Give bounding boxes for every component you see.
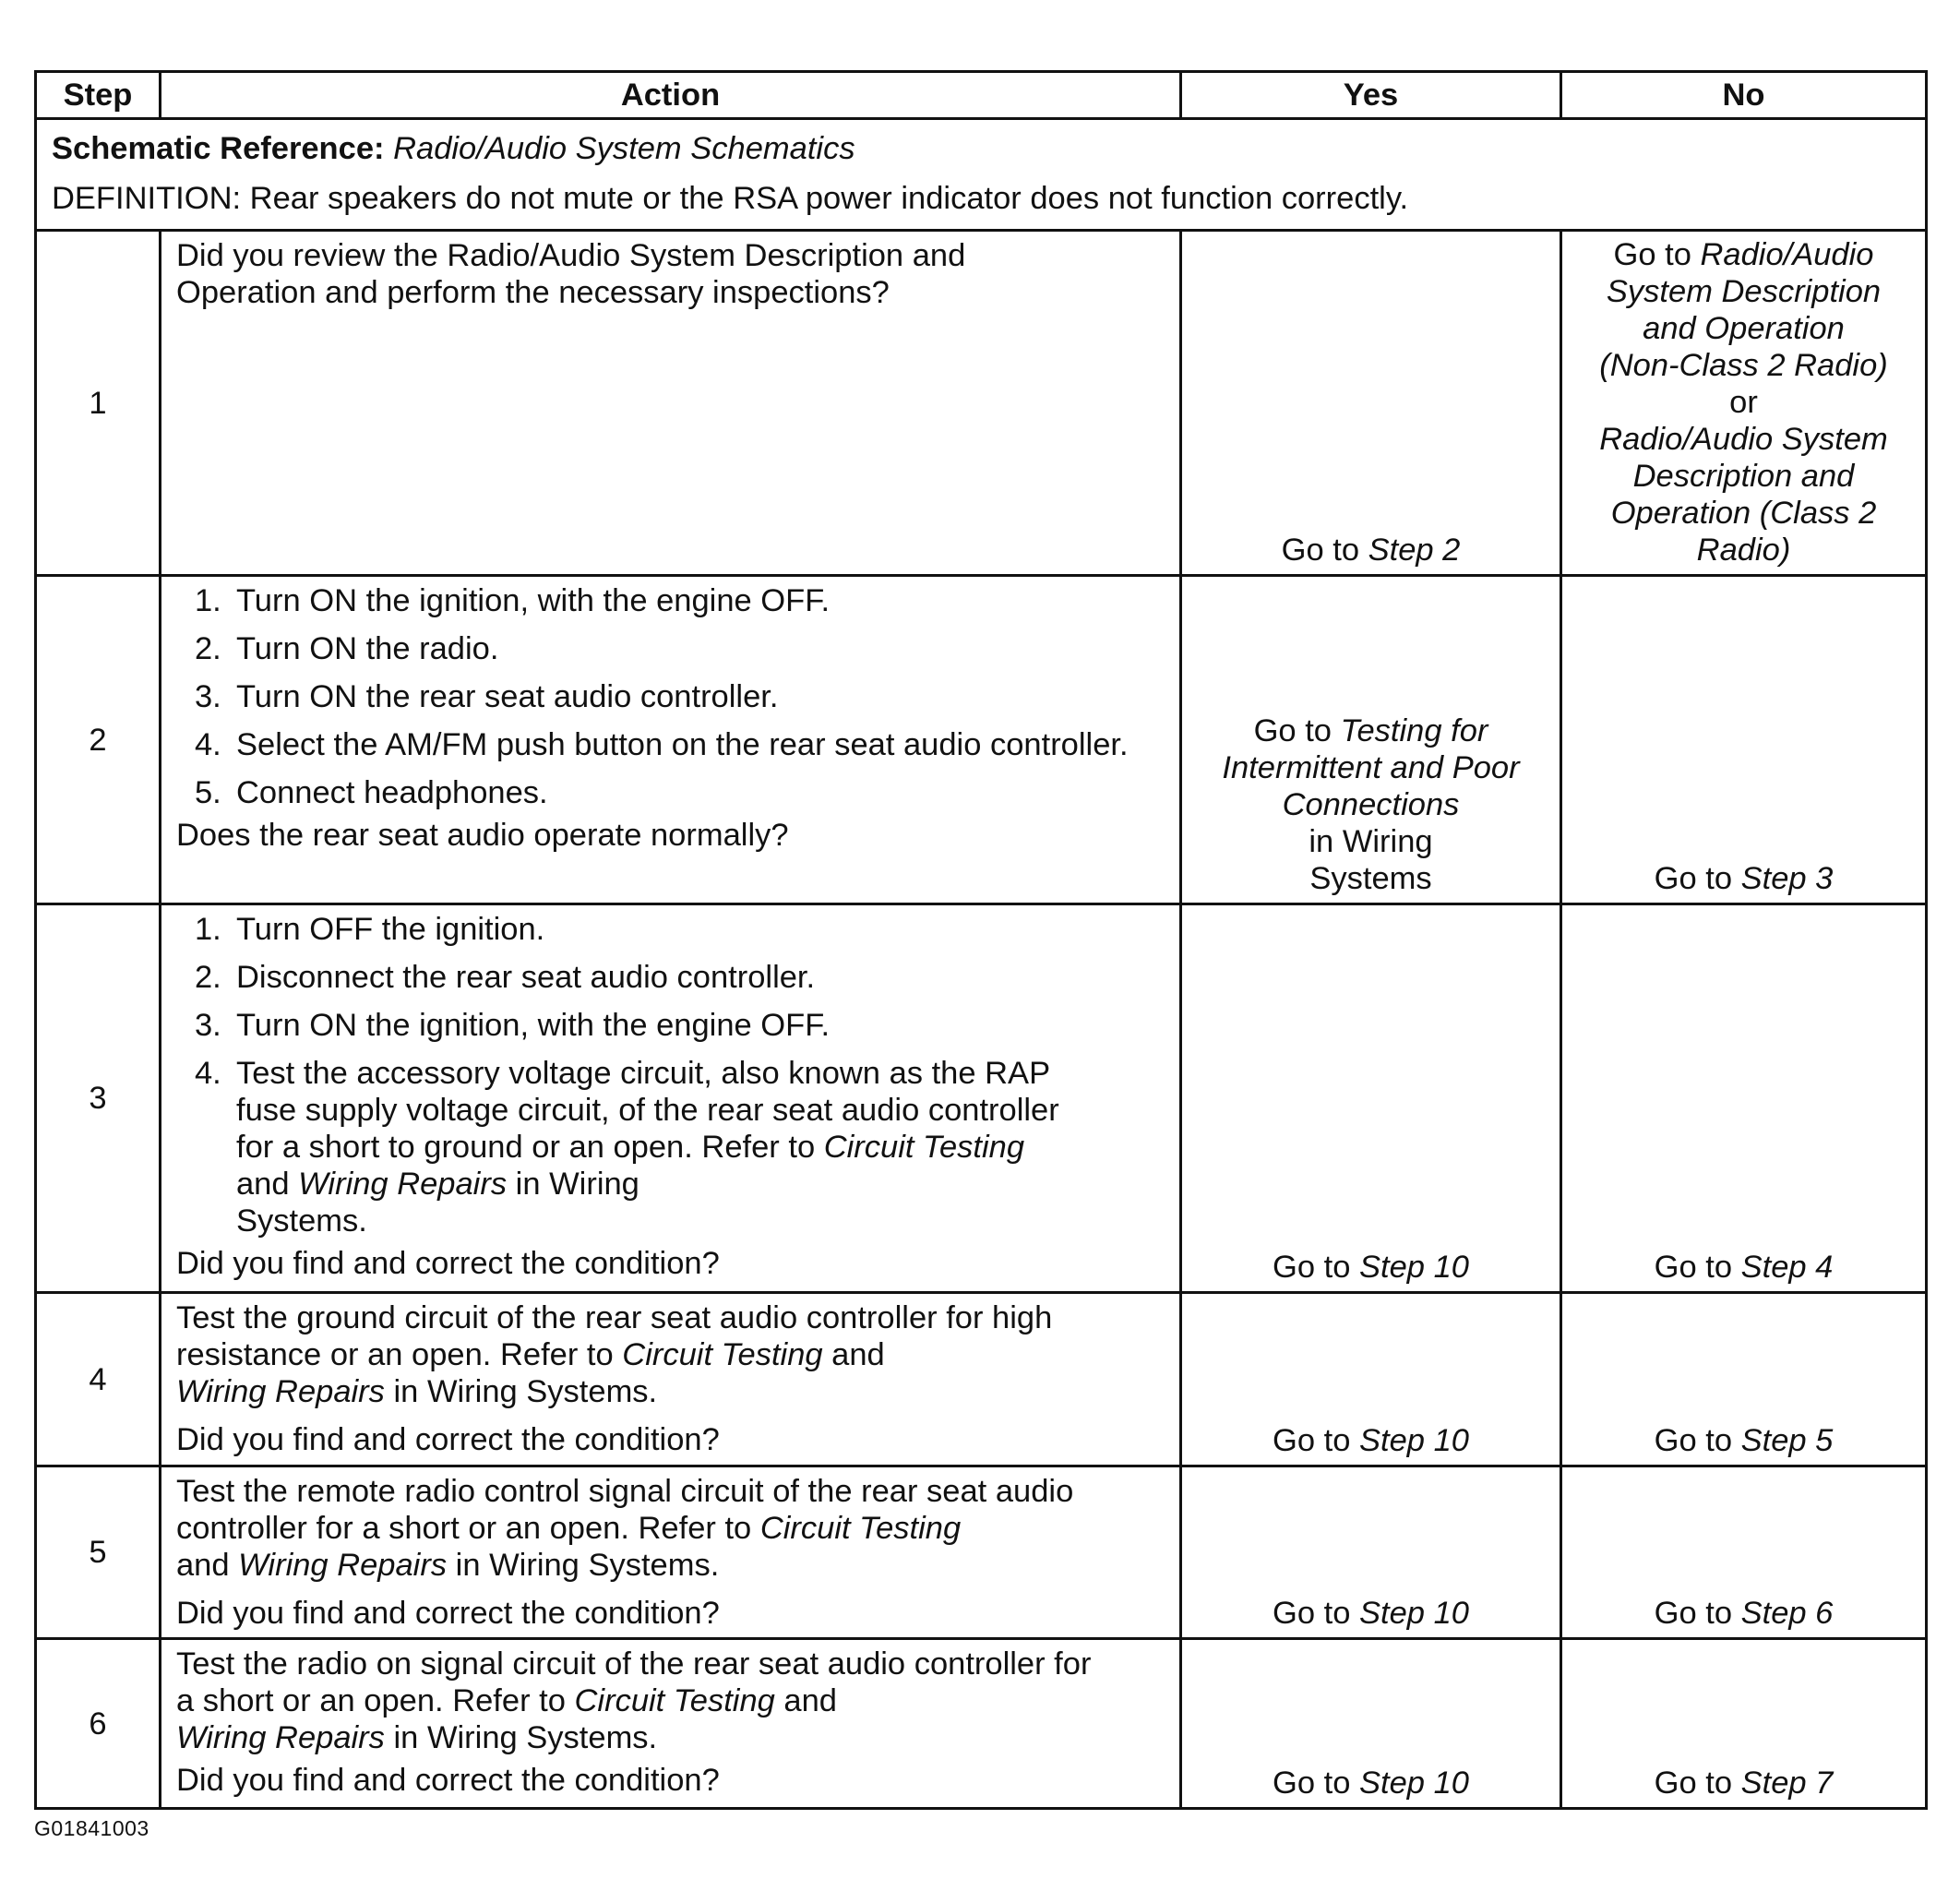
no-link[interactable]: Step 3 [1740, 861, 1834, 896]
definition-text: DEFINITION: Rear speakers do not mute or the RSA power indicator does not function correctly. [52, 181, 1409, 216]
yes-suffix: Systems [1309, 861, 1432, 896]
no-cell: Go to Step 6 [1561, 1466, 1927, 1639]
header-no: No [1561, 72, 1927, 119]
step-row-3 [36, 904, 1927, 1293]
question-text: Did you find and correct the condition? [176, 1596, 720, 1631]
yes-cell: Go to Testing for Intermittent and Poor Connections in Wiring Systems [1181, 576, 1561, 904]
step-number: 2 [36, 576, 161, 904]
yes-link[interactable]: Step 10 [1359, 1765, 1469, 1801]
yes-cell [1181, 231, 1561, 576]
list-item: 4. Select the AM/FM push button on the rear seat audio controller. [195, 727, 1129, 762]
yes-link[interactable]: Step 10 [1359, 1596, 1469, 1631]
no-link[interactable]: (Non-Class 2 Radio) [1599, 348, 1888, 383]
yes-cell: Go to Step 10 [1181, 1639, 1561, 1809]
reference-cell [36, 119, 1927, 231]
wiring-repairs-link[interactable]: Wiring Repairs [298, 1167, 508, 1202]
diagnostic-table [34, 70, 1928, 1810]
no-cell: Go to Step 5 [1561, 1293, 1927, 1466]
schematic-reference-link[interactable]: Radio/Audio System Schematics [393, 131, 855, 166]
figure-code: G01841003 [34, 1816, 149, 1840]
list-item: 2. Turn ON the radio. [195, 631, 499, 666]
no-link[interactable]: and Operation [1643, 311, 1845, 346]
list-item: 2. Disconnect the rear seat audio controller. [195, 960, 816, 995]
no-link[interactable]: Step 7 [1740, 1765, 1834, 1801]
step-number: 6 [36, 1639, 161, 1809]
instruction-list [176, 582, 1165, 811]
header-step: Step [36, 72, 161, 119]
header-row [36, 72, 1927, 119]
wiring-repairs-link[interactable]: Wiring Repairs [176, 1720, 385, 1755]
list-item: 1. Turn OFF the ignition. [195, 912, 545, 947]
yes-link[interactable]: Intermittent and Poor [1222, 750, 1520, 785]
or-text: or [1729, 385, 1758, 420]
list-item: 5. Connect headphones. [195, 775, 548, 810]
yes-prefix: Go to [1281, 533, 1368, 568]
yes-link[interactable]: Step 10 [1359, 1250, 1469, 1285]
no-cell: Go to Step 7 [1561, 1639, 1927, 1809]
list-item: 4. Test the accessory voltage circuit, also known as the RAP fuse supply voltage circuit, of the rear seat audio controller for a short to ground or an open. Refer to Circuit Testing and Wiring Repairs in Wiring Systems. [195, 1056, 1059, 1239]
schematic-reference [52, 124, 1910, 174]
action-cell [161, 231, 1181, 576]
action-cell: Test the radio on signal circuit of the rear seat audio controller for a short or an open. Refer to Circuit Testing and Wiring Repairs in Wiring Systems. Did you find and correct the condition? [161, 1639, 1181, 1809]
action-text: Operation and perform the necessary inspections? [176, 275, 890, 310]
action-cell [161, 576, 1181, 904]
yes-cell: Go to Step 10 [1181, 904, 1561, 1293]
yes-suffix: in Wiring [1309, 824, 1433, 859]
step-number: 4 [36, 1293, 161, 1466]
circuit-testing-link[interactable]: Circuit Testing [823, 1130, 1025, 1165]
action-text: Did you review the Radio/Audio System Description and [176, 238, 966, 273]
list-item: 3. Turn ON the rear seat audio controller. [195, 679, 779, 714]
action-cell: Test the remote radio control signal circuit of the rear seat audio controller for a short or an open. Refer to Circuit Testing and Wiring Repairs in Wiring Systems. Did you find and correct the condition? [161, 1466, 1181, 1639]
reference-row [36, 119, 1927, 231]
yes-cell: Go to Step 10 [1181, 1466, 1561, 1639]
step-number: 1 [36, 231, 161, 576]
question-text: Did you find and correct the condition? [176, 1422, 720, 1457]
question-text: Did you find and correct the condition? [176, 1246, 720, 1281]
no-text [1572, 236, 1916, 273]
circuit-testing-link[interactable]: Circuit Testing [574, 1683, 775, 1718]
no-link[interactable]: Radio) [1696, 533, 1791, 568]
action-cell [161, 904, 1181, 1293]
no-link[interactable]: Step 5 [1740, 1423, 1834, 1458]
wiring-repairs-link[interactable]: Wiring Repairs [238, 1548, 448, 1583]
circuit-testing-link[interactable]: Circuit Testing [759, 1511, 962, 1546]
no-link[interactable]: Step 6 [1740, 1596, 1834, 1631]
wiring-repairs-link[interactable]: Wiring Repairs [176, 1374, 385, 1409]
circuit-testing-link[interactable]: Circuit Testing [622, 1337, 823, 1372]
no-cell: Go to Step 3 [1561, 576, 1927, 904]
list-item: 3. Turn ON the ignition, with the engine OFF. [195, 1008, 831, 1043]
step-number: 5 [36, 1466, 161, 1639]
yes-link[interactable]: Testing for [1340, 713, 1488, 748]
yes-link[interactable]: Step 10 [1359, 1423, 1469, 1458]
schematic-reference-label: Schematic Reference: [52, 131, 385, 166]
no-link[interactable]: Radio/Audio [1700, 237, 1874, 272]
yes-link[interactable]: Connections [1282, 787, 1460, 822]
step-row-4 [36, 1293, 1927, 1466]
header-yes: Yes [1181, 72, 1561, 119]
header-action: Action [161, 72, 1181, 119]
no-link[interactable]: Operation (Class 2 [1610, 496, 1877, 531]
list-item: 1. Turn ON the ignition, with the engine OFF. [195, 583, 831, 618]
yes-cell: Go to Step 10 [1181, 1293, 1561, 1466]
action-cell: Test the ground circuit of the rear seat audio controller for high resistance or an open. Refer to Circuit Testing and Wiring Repairs in Wiring Systems. Did you find and correct the condition? [161, 1293, 1181, 1466]
no-link[interactable]: Step 4 [1740, 1250, 1834, 1285]
no-link[interactable]: Radio/Audio System [1599, 422, 1888, 457]
step-row-1 [36, 231, 1927, 576]
no-cell [1561, 231, 1927, 576]
no-prefix: Go to [1613, 237, 1701, 272]
step-number: 3 [36, 904, 161, 1293]
yes-link[interactable]: Step 2 [1368, 533, 1461, 568]
step-row-5 [36, 1466, 1927, 1639]
no-link[interactable]: Description and [1632, 459, 1855, 494]
question-text: Does the rear seat audio operate normally? [176, 818, 789, 853]
step-row-2 [36, 576, 1927, 904]
no-cell: Go to Step 4 [1561, 904, 1927, 1293]
instruction-list [176, 911, 1165, 1239]
no-link[interactable]: System Description [1606, 274, 1882, 309]
step-row-6 [36, 1639, 1927, 1809]
question-text: Did you find and correct the condition? [176, 1763, 720, 1798]
